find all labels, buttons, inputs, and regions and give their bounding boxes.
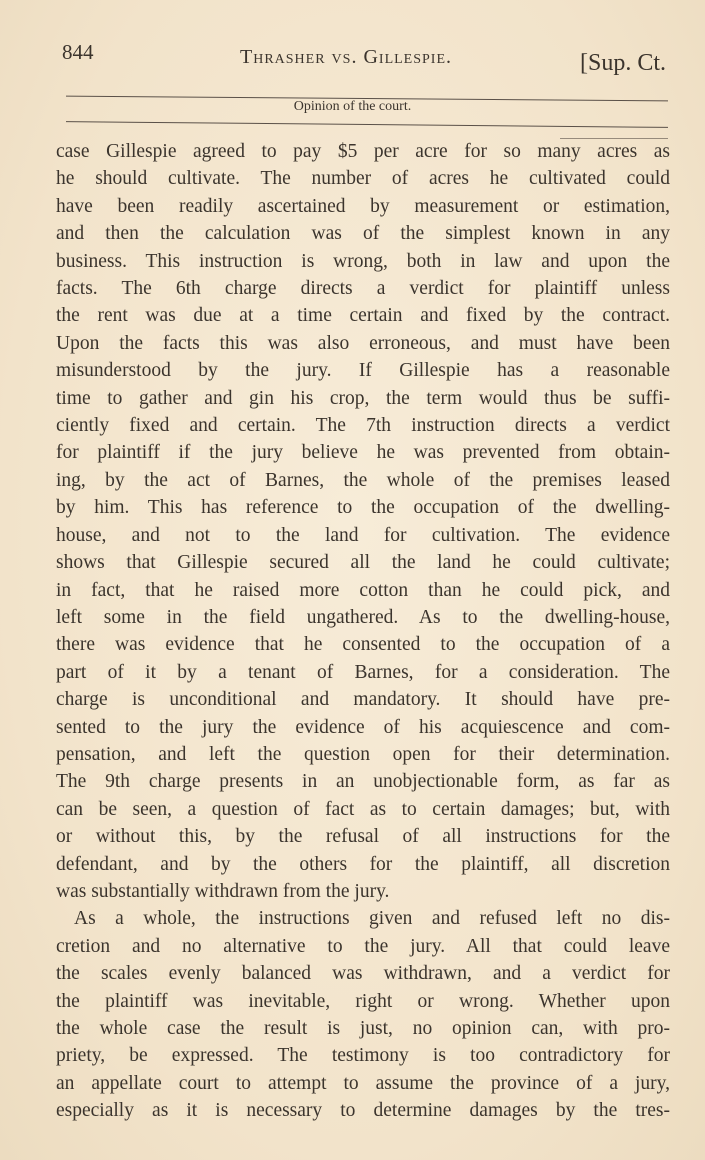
text-line: case Gillespie agreed to pay $5 per acre for so many acres as bbox=[56, 141, 670, 162]
text-line: can be seen, a question of fact as to certain damages; but, with bbox=[56, 798, 670, 820]
court-label: [Sup. Ct. bbox=[580, 50, 667, 76]
text-line: there was evidence that he consented to the occupation of a bbox=[56, 634, 670, 656]
text-line: in fact, that he raised more cotton than he could pick, and bbox=[56, 579, 670, 601]
text-line: charge is unconditional and mandatory. It should have pre- bbox=[56, 689, 670, 711]
text-line: an appellate court to attempt to assume the province of a jury, bbox=[56, 1072, 670, 1094]
text-line: by him. This has reference to the occupation of the dwelling- bbox=[56, 497, 670, 519]
text-line: defendant, and by the others for the plaintiff, all discretion bbox=[56, 853, 670, 875]
text-line: the whole case the result is just, no opinion can, with pro- bbox=[56, 1018, 670, 1039]
text-line: cretion and no alternative to the jury. All that could leave bbox=[56, 935, 670, 957]
text-line: for plaintiff if the jury believe he was prevented from obtain- bbox=[56, 442, 670, 464]
section-rule bbox=[66, 121, 668, 128]
text-line: the scales evenly balanced was withdrawn, and a verdict for bbox=[56, 963, 670, 985]
section-heading: Opinion of the court. bbox=[293, 99, 412, 114]
text-line: priety, be expressed. The testimony is too contradictory for bbox=[56, 1045, 670, 1067]
opinion-text bbox=[56, 138, 670, 1125]
text-line: The 9th charge presents in an unobjectionable form, as far as bbox=[56, 771, 670, 793]
text-line: and then the calculation was of the simplest known in any bbox=[56, 223, 670, 245]
text-line: he should cultivate. The number of acres he cultivated could bbox=[56, 168, 670, 190]
text-line: house, and not to the land for cultivation. The evidence bbox=[56, 524, 670, 546]
text-line: was substantially withdrawn from the jury. bbox=[56, 880, 390, 902]
text-line: especially as it is necessary to determine damages by the tres- bbox=[56, 1100, 670, 1122]
text-line: Upon the facts this was also erroneous, and must have been bbox=[56, 332, 670, 354]
text-line: part of it by a tenant of Barnes, for a consideration. The bbox=[56, 661, 670, 683]
text-line: misunderstood by the jury. If Gillespie has a reasonable bbox=[56, 360, 670, 382]
text-line: left some in the field ungathered. As to the dwelling-house, bbox=[56, 606, 670, 628]
text-line: facts. The 6th charge directs a verdict for plaintiff unless bbox=[56, 278, 670, 300]
text-line: pensation, and left the question open for their determination. bbox=[56, 743, 670, 765]
text-line: ing, by the act of Barnes, the whole of the premises leased bbox=[56, 469, 670, 491]
running-title: Thrasher vs. Gillespie. bbox=[240, 46, 453, 68]
text-line: business. This instruction is wrong, both in law and upon the bbox=[56, 250, 670, 272]
text-line: or without this, by the refusal of all instructions for the bbox=[56, 826, 670, 848]
text-line: shows that Gillespie secured all the land he could cultivate; bbox=[56, 552, 670, 574]
page-number: 844 bbox=[62, 40, 94, 64]
text-line: ciently fixed and certain. The 7th instruction directs a verdict bbox=[56, 415, 670, 437]
text-line: time to gather and gin his crop, the term would thus be suffi- bbox=[56, 387, 670, 409]
text-line: As a whole, the instructions given and refused left no dis- bbox=[74, 908, 670, 930]
text-line: sented to the jury the evidence of his acquiescence and com- bbox=[56, 716, 670, 738]
text-line: the rent was due at a time certain and fixed by the contract. bbox=[56, 305, 670, 327]
text-line: the plaintiff was inevitable, right or wrong. Whether upon bbox=[56, 990, 670, 1012]
text-line: have been readily ascertained by measurement or estimation, bbox=[56, 195, 670, 217]
